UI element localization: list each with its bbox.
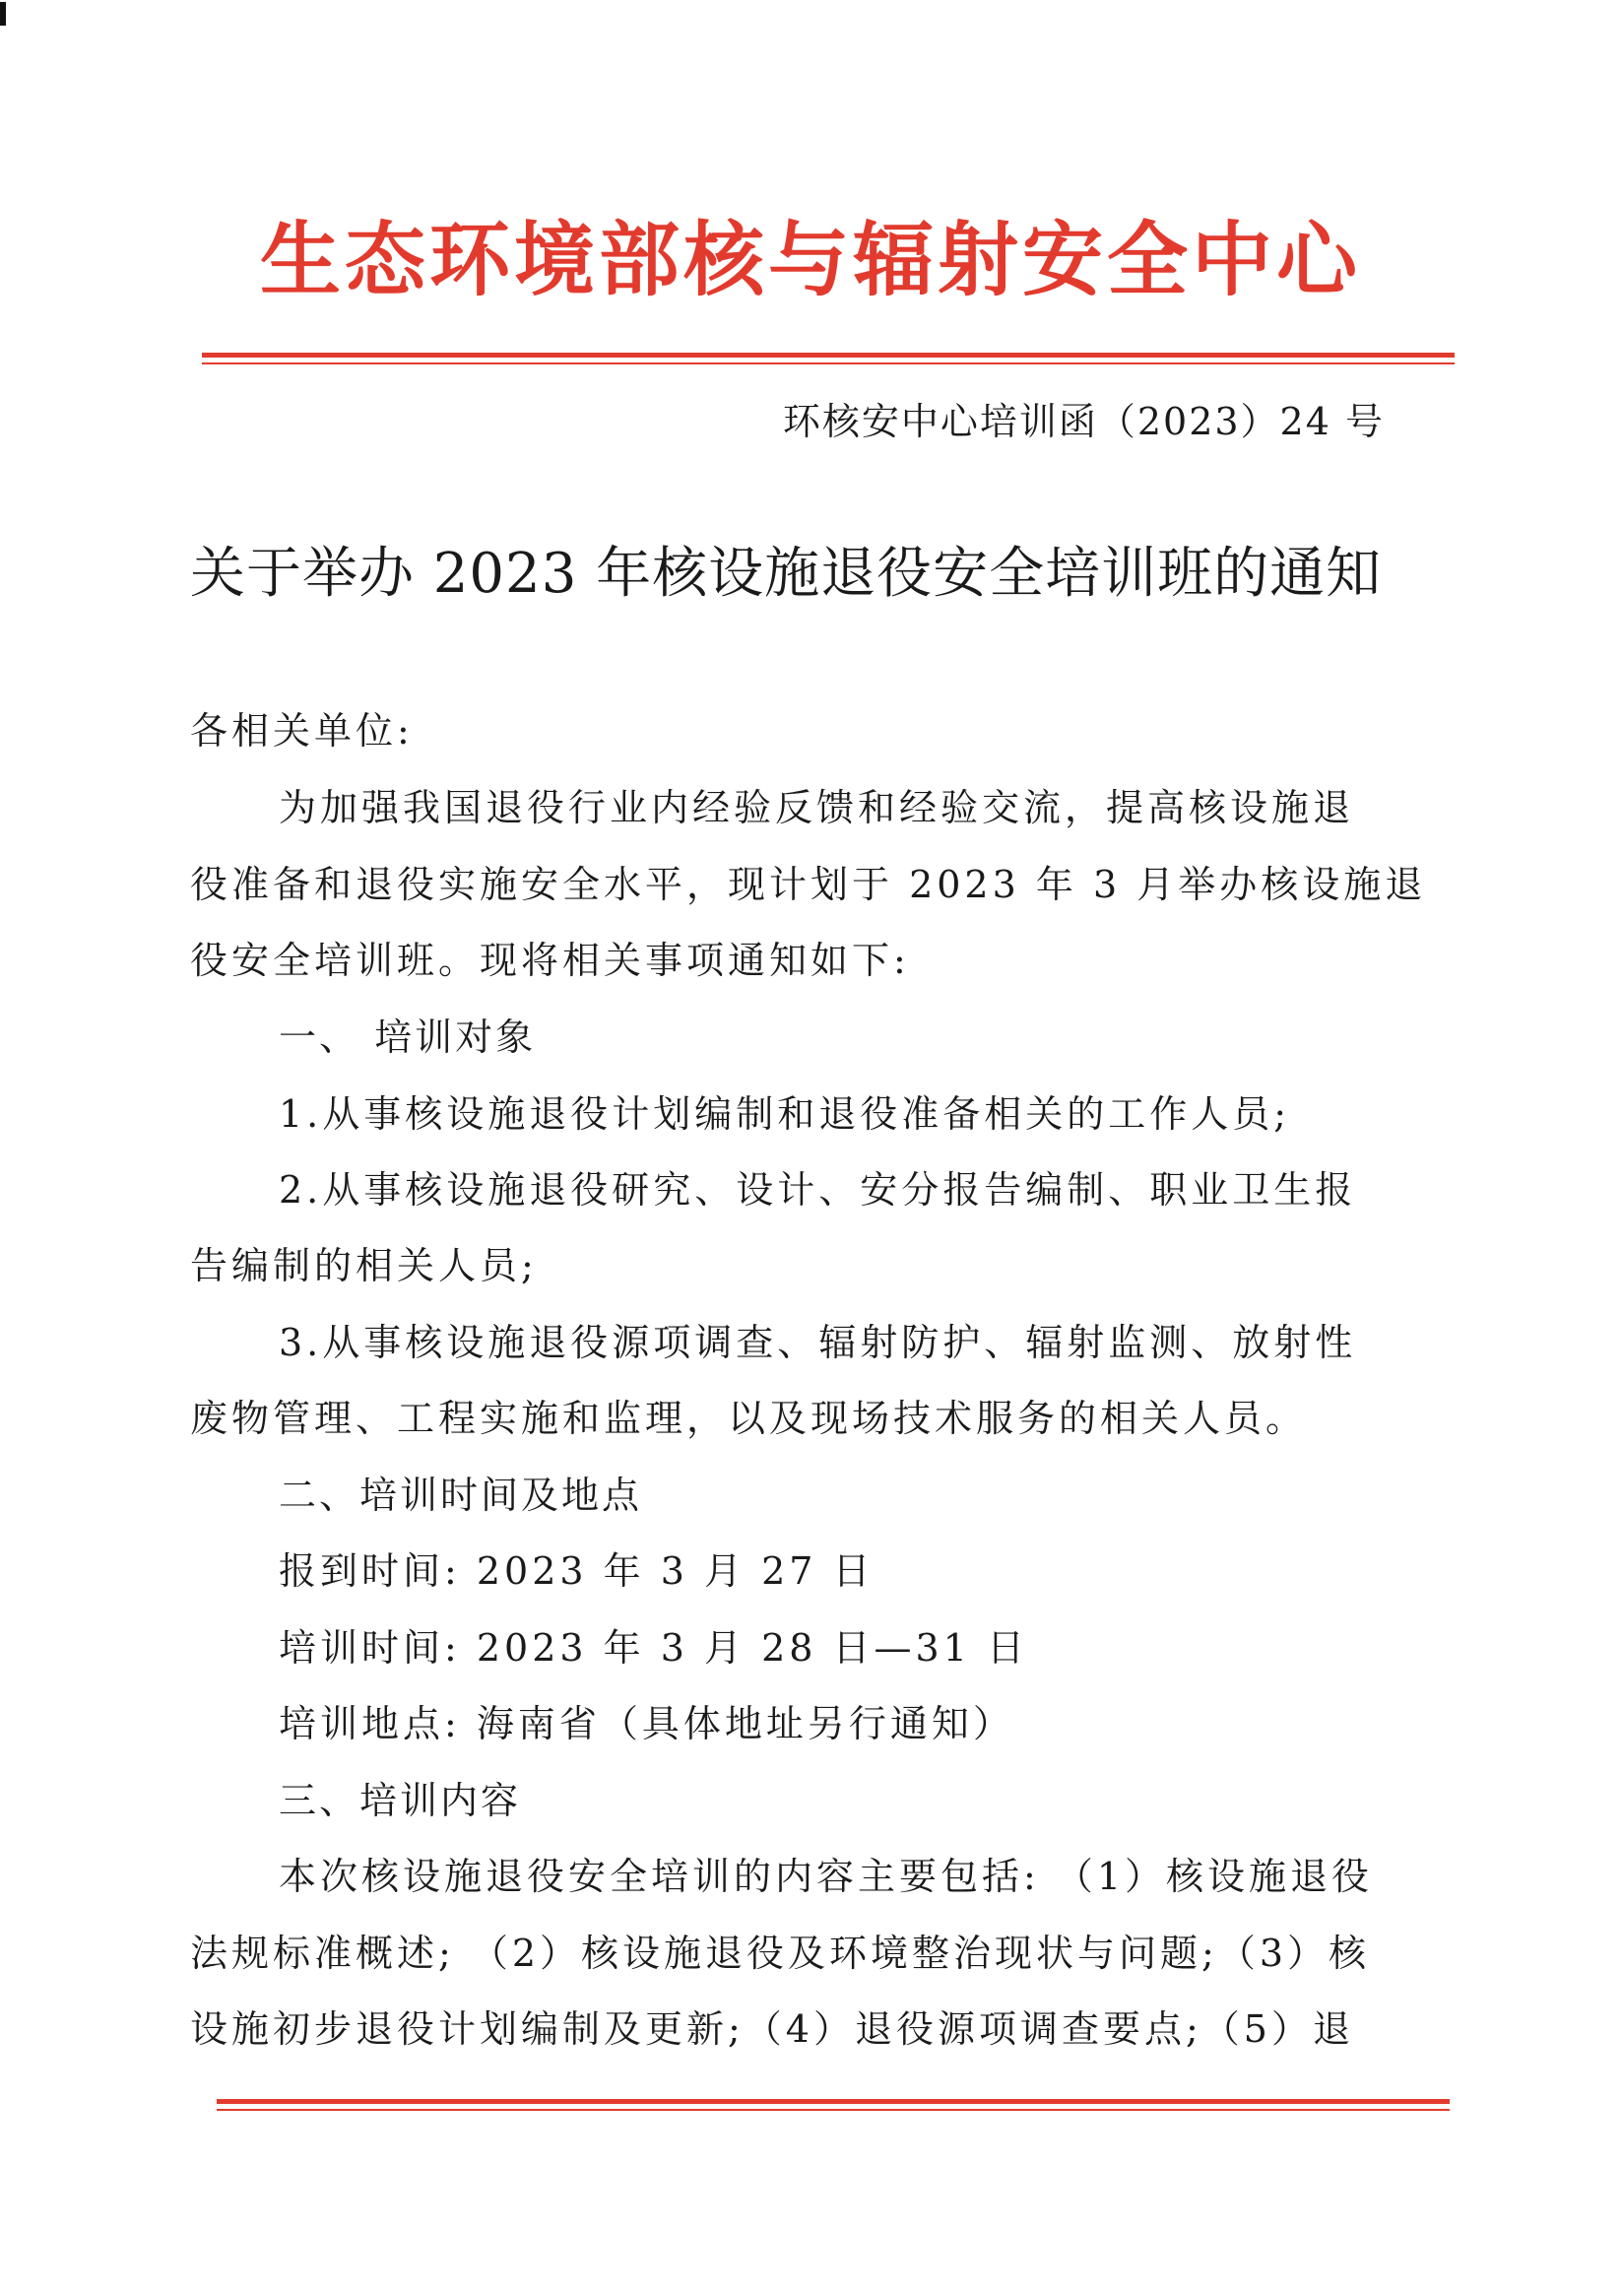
section-line: 培训地点: 海南省（具体地址另行通知） [279, 1702, 1014, 1745]
section-heading-trainees: 一、 培训对象 [279, 1016, 537, 1059]
salutation: 各相关单位: [190, 709, 414, 753]
section-heading-content: 三、培训内容 [279, 1779, 522, 1822]
footer-red-rule-thick [217, 2099, 1450, 2104]
section-line: 培训时间: 2023 年 3 月 28 日—31 日 [279, 1626, 1028, 1670]
issuing-organization-header: 生态环境部核与辐射安全中心 [259, 214, 1361, 307]
intro-line: 役安全培训班。现将相关事项通知如下: [190, 939, 910, 982]
section-line: 1.从事核设施退役计划编制和退役准备相关的工作人员; [279, 1092, 1291, 1136]
intro-line: 役准备和退役实施安全水平，现计划于 2023 年 3 月举办核设施退 [190, 863, 1427, 906]
notice-title: 关于举办 2023 年核设施退役安全培训班的通知 [190, 542, 1383, 606]
section-line: 3.从事核设施退役源项调查、辐射防护、辐射监测、放射性 [279, 1321, 1357, 1364]
section-line: 设施初步退役计划编制及更新;（4）退役源项调查要点;（5）退 [190, 2007, 1354, 2051]
scan-mark [0, 2, 6, 26]
header-red-rule-thin [202, 362, 1455, 364]
section-line: 报到时间: 2023 年 3 月 27 日 [279, 1549, 875, 1593]
footer-red-rule-thin [217, 2109, 1450, 2111]
section-line: 法规标准概述; （2）核设施退役及环境整治现状与问题;（3）核 [190, 1932, 1371, 1975]
section-line: 2.从事核设施退役研究、设计、安分报告编制、职业卫生报 [279, 1168, 1357, 1212]
section-line: 废物管理、工程实施和监理，以及现场技术服务的相关人员。 [190, 1397, 1308, 1440]
section-line: 本次核设施退役安全培训的内容主要包括: （1）核设施退役 [279, 1855, 1374, 1898]
section-heading-time-place: 二、培训时间及地点 [279, 1474, 643, 1517]
header-red-rule-thick [202, 353, 1455, 358]
document-number: 环核安中心培训函（2023）24 号 [782, 400, 1385, 443]
intro-line: 为加强我国退役行业内经验反馈和经验交流，提高核设施退 [279, 786, 1355, 829]
section-line: 告编制的相关人员; [190, 1244, 538, 1287]
